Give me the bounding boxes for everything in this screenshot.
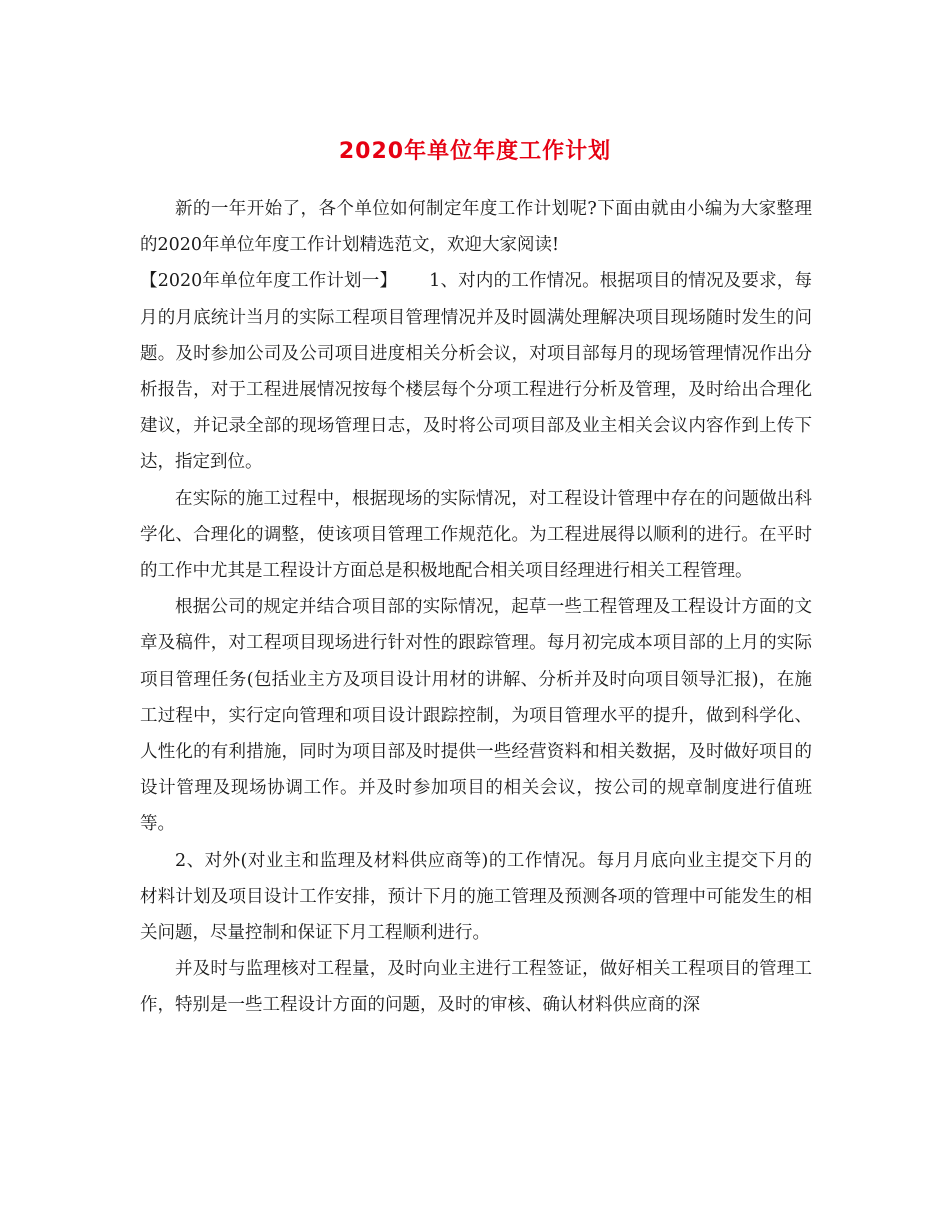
section-paragraph [140,263,812,480]
section-first-paragraph: 1、对内的工作情况。根据项目的情况及要求，每月的月底统计当月的实际工程项目管理情况并及时圆满处理解决项目现场随时发生的问题。及时参加公司及公司项目进度相关分析会议，对项目部每月的现场管理情况作出分析报告，对于工程进展情况按每个楼层每个分项工程进行分析及管理，及时给出合理化建议，并记录全部的现场管理日志，及时将公司项目部及业主相关会议内容作到上传下达，指定到位。 [140,271,812,473]
body-paragraph: 在实际的施工过程中，根据现场的实际情况，对工程设计管理中存在的问题做出科学化、合理化的调整，使该项目管理工作规范化。为工程进展得以顺利的进行。在平时的工作中尤其是工程设计方面总是积极地配合相关项目经理进行相关工程管理。 [140,488,812,582]
body-paragraph: 并及时与监理核对工程量，及时向业主进行工程签证，做好相关工程项目的管理工作，特别是一些工程设计方面的问题，及时的审核、确认材料供应商的深 [140,959,812,1016]
body-paragraph: 根据公司的规定并结合项目部的实际情况，起草一些工程管理及工程设计方面的文章及稿件，对工程项目现场进行针对性的跟踪管理。每月初完成本项目部的上月的实际项目管理任务(包括业主方及项目设计用材的讲解、分析并及时向项目领导汇报)，在施工过程中，实行定向管理和项目设计跟踪控制，为项目管理水平的提升，做到科学化、人性化的有利措施，同时为项目部及时提供一些经营资料和相关数据，及时做好项目的设计管理及现场协调工作。并及时参加项目的相关会议，按公司的规章制度进行值班等。 [140,597,812,835]
document-title: 2020年单位年度工作计划 [338,139,612,164]
intro-paragraph: 新的一年开始了，各个单位如何制定年度工作计划呢?下面由就由小编为大家整理的2020年单位年度工作计划精选范文，欢迎大家阅读! [140,199,812,256]
document-body [140,191,812,1024]
body-paragraph: 2、对外(对业主和监理及材料供应商等)的工作情况。每月月底向业主提交下月的材料计划及项目设计工作安排，预计下月的施工管理及预测各项的管理中可能发生的相关问题，尽量控制和保证下月工程顺利进行。 [140,850,812,944]
section-heading: 【2020年单位年度工作计划一】 [140,271,398,292]
